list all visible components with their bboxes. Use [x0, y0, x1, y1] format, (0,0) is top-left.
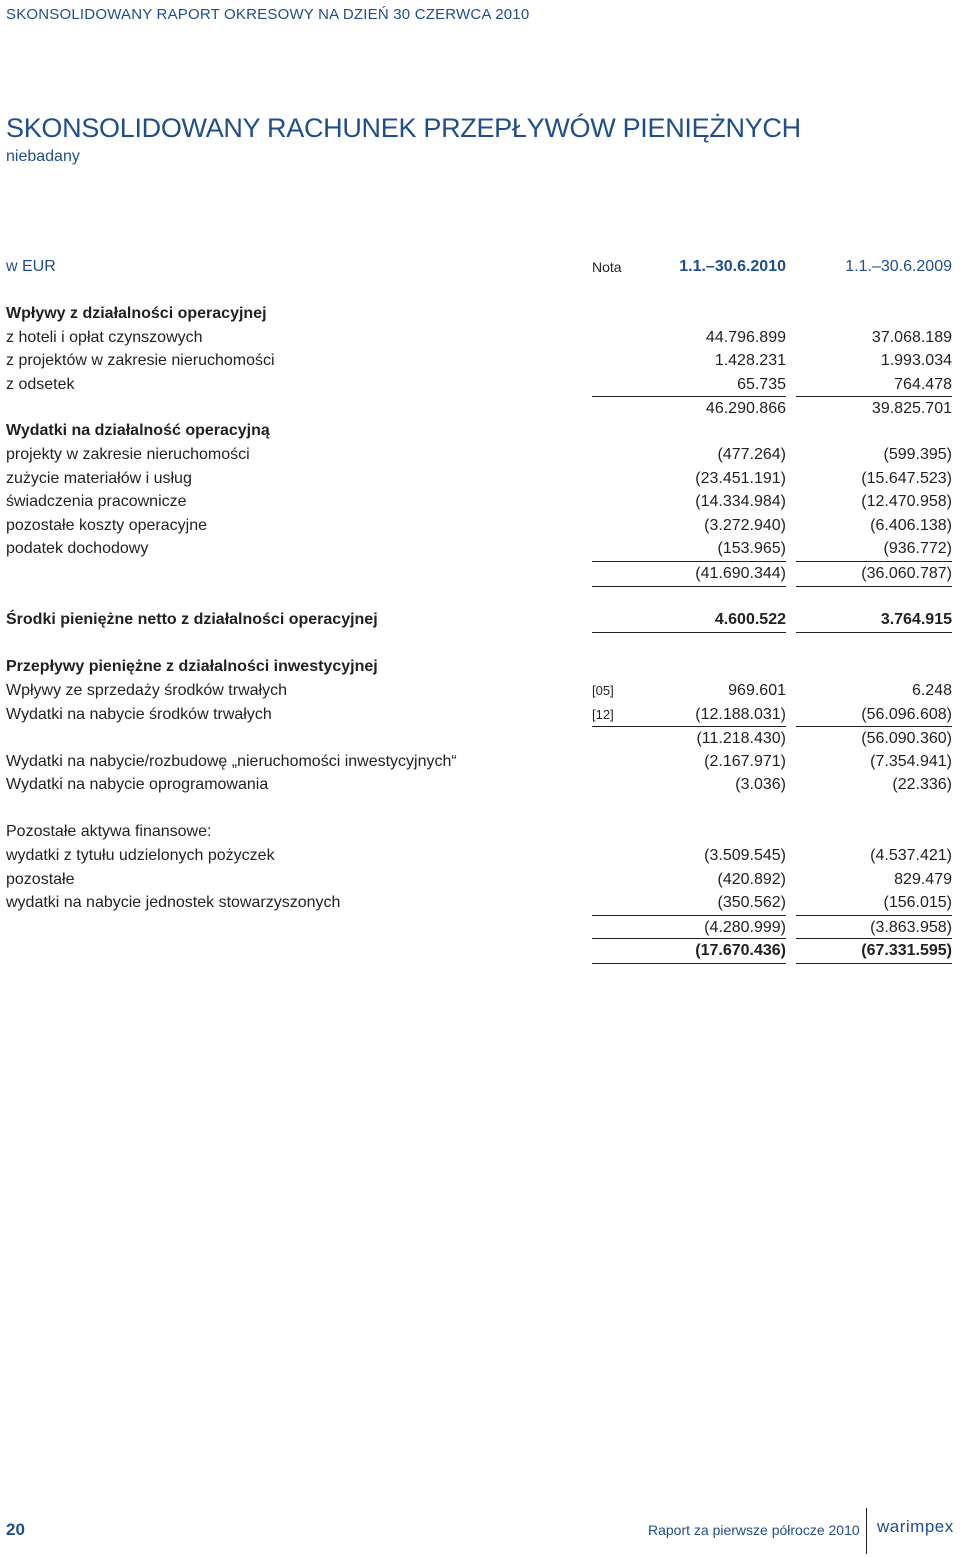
row-label: Wpływy z działalności operacyjnej — [6, 305, 267, 322]
value-2010: 4.600.522 — [592, 608, 786, 633]
value-2010: (17.670.436) — [592, 938, 786, 964]
value-2009: 39.825.701 — [796, 396, 952, 421]
value-2010: (3.036) — [735, 776, 786, 793]
value-2009: (6.406.138) — [870, 517, 952, 534]
currency-label: w EUR — [6, 258, 56, 275]
table-row — [0, 655, 960, 679]
table-row — [0, 891, 960, 915]
table-row — [0, 302, 960, 326]
row-label: wydatki na nabycie jednostek stowarzyszonych — [6, 894, 341, 911]
row-label: podatek dochodowy — [6, 540, 149, 557]
period-2009-column-header: 1.1.–30.6.2009 — [845, 258, 952, 275]
row-label: Wydatki na nabycie/rozbudowę „nieruchomości inwestycyjnych“ — [6, 753, 457, 770]
nota-column-header: Nota — [592, 259, 622, 275]
value-2009: (936.772) — [883, 540, 952, 557]
value-2009: (156.015) — [883, 894, 952, 911]
subtotal-row — [0, 561, 960, 585]
value-2010: (3.272.940) — [704, 517, 786, 534]
value-2010: (23.451.191) — [695, 470, 786, 487]
row-label: Wpływy ze sprzedaży środków trwałych — [6, 682, 287, 699]
value-2009: 37.068.189 — [871, 329, 952, 346]
value-2009: (56.090.360) — [796, 726, 952, 751]
subtotal-row — [0, 915, 960, 939]
value-2009: (22.336) — [892, 776, 952, 793]
page-subtitle: niebadany — [6, 148, 80, 165]
row-label: z hoteli i opłat czynszowych — [6, 329, 203, 346]
value-2009: (12.470.958) — [861, 493, 952, 510]
value-2010: (477.264) — [717, 446, 786, 463]
value-2009: 1.993.034 — [880, 352, 952, 369]
table-row — [0, 844, 960, 868]
running-header: SKONSOLIDOWANY RAPORT OKRESOWY NA DZIEŃ 30 CZERWCA 2010 — [6, 6, 530, 23]
value-2010: (11.218.430) — [592, 726, 786, 751]
net-operating-cash-row — [0, 608, 960, 632]
value-2009: (599.395) — [883, 446, 952, 463]
value-2010: (4.280.999) — [592, 915, 786, 940]
value-2010: 46.290.866 — [592, 396, 786, 421]
row-label: świadczenia pracownicze — [6, 493, 187, 510]
table-row — [0, 868, 960, 892]
value-2010: (420.892) — [717, 871, 786, 888]
note-reference: [12] — [592, 707, 614, 722]
value-2009: 6.248 — [911, 682, 952, 699]
table-row — [0, 373, 960, 397]
value-2010: (350.562) — [717, 894, 786, 911]
row-label: Przepływy pieniężne z działalności inwestycyjnej — [6, 658, 378, 675]
value-2010: (14.334.984) — [695, 493, 786, 510]
table-row — [0, 773, 960, 797]
subtotal-row — [0, 396, 960, 420]
table-row — [0, 750, 960, 774]
row-label: Pozostałe aktywa finansowe: — [6, 823, 212, 840]
value-2010: (153.965) — [717, 540, 786, 557]
total-investing-row — [0, 938, 960, 962]
table-row — [0, 419, 960, 443]
row-label: zużycie materiałów i usług — [6, 470, 192, 487]
table-row — [0, 537, 960, 561]
row-label: pozostałe — [6, 871, 75, 888]
value-2010: 44.796.899 — [705, 329, 786, 346]
value-2010: (2.167.971) — [704, 753, 786, 770]
row-label: z odsetek — [6, 376, 75, 393]
value-2009: (4.537.421) — [870, 847, 952, 864]
table-row — [0, 703, 960, 727]
table-row — [0, 679, 960, 703]
table-row — [0, 349, 960, 373]
value-2010: 65.735 — [737, 376, 786, 393]
row-label: Wydatki na nabycie oprogramowania — [6, 776, 269, 793]
value-2010: (12.188.031) — [695, 706, 786, 723]
row-label: wydatki z tytułu udzielonych pożyczek — [6, 847, 275, 864]
value-2010: 1.428.231 — [714, 352, 786, 369]
row-label: projekty w zakresie nieruchomości — [6, 446, 250, 463]
warimpex-logo: warimpex — [877, 1517, 954, 1536]
note-reference: [05] — [592, 683, 614, 698]
value-2010: (3.509.545) — [704, 847, 786, 864]
value-2009: (56.096.608) — [861, 706, 952, 723]
value-2009: 3.764.915 — [796, 608, 952, 633]
value-2009: (36.060.787) — [796, 561, 952, 587]
table-row — [0, 443, 960, 467]
report-name: Raport za pierwsze półrocze 2010 — [648, 1522, 860, 1538]
table-row — [0, 326, 960, 350]
subtotal-row — [0, 726, 960, 750]
row-label: Wydatki na działalność operacyjną — [6, 422, 270, 439]
value-2009: (7.354.941) — [870, 753, 952, 770]
row-label: pozostałe koszty operacyjne — [6, 517, 207, 534]
value-2009: (67.331.595) — [796, 938, 952, 964]
value-2009: (3.863.958) — [796, 915, 952, 940]
value-2010: 969.601 — [728, 682, 786, 699]
row-label: z projektów w zakresie nieruchomości — [6, 352, 275, 369]
page-title: SKONSOLIDOWANY RACHUNEK PRZEPŁYWÓW PIENIĘŻNYCH — [6, 113, 801, 143]
row-label: Wydatki na nabycie środków trwałych — [6, 706, 272, 723]
value-2009: (15.647.523) — [861, 470, 952, 487]
value-2009: 829.479 — [894, 871, 952, 888]
page-number: 20 — [6, 1520, 25, 1539]
table-row — [0, 514, 960, 538]
row-label: Środki pieniężne netto z działalności operacyjnej — [6, 611, 378, 628]
footer-divider — [866, 1508, 867, 1554]
table-row — [0, 490, 960, 514]
value-2009: 764.478 — [894, 376, 952, 393]
table-row — [0, 467, 960, 491]
period-2010-column-header: 1.1.–30.6.2010 — [679, 258, 786, 275]
table-row — [0, 820, 960, 844]
value-2010: (41.690.344) — [592, 561, 786, 587]
